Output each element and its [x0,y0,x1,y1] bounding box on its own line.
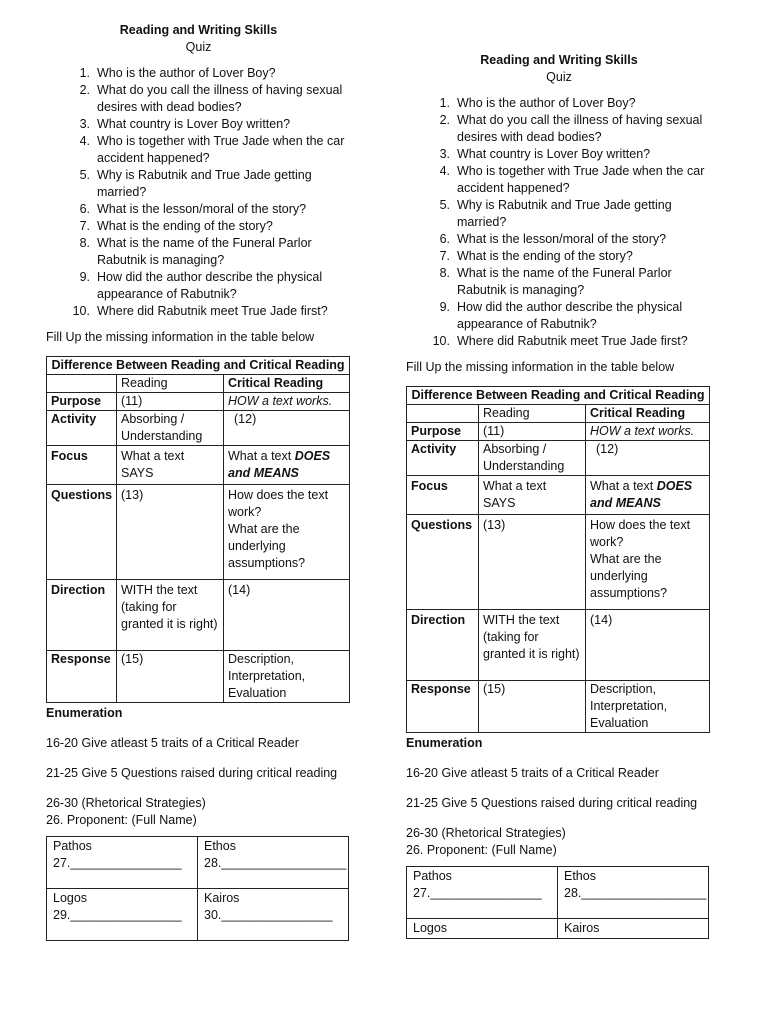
item-16-20: 16-20 Give atleast 5 traits of a Critical Reader [406,766,659,780]
difference-table [406,386,710,733]
quiz-page-left [46,22,351,941]
rhetoric-table [46,836,349,941]
row-label-response: Response [407,681,479,733]
col-header-reading: Reading [479,405,586,423]
item-26: 26. Proponent: (Full Name) [46,813,197,827]
question-item: 9. How did the author describe the physical appearance of Rabutnik? [79,270,323,301]
item-21-25: 21-25 Give 5 Questions raised during critical reading [406,796,698,810]
table-caption: Difference Between Reading and Critical Reading [407,387,710,405]
question-item: 6. What is the lesson/moral of the story? [79,202,307,216]
enumeration-heading: Enumeration [46,706,123,720]
cell-direction-critical: (14) [224,580,350,651]
quiz-title: Reading and Writing Skills [119,23,278,37]
row-label-activity: Activity [47,411,117,446]
cell-response-reading: (15) [479,681,586,733]
cell-purpose-reading: (11) [479,423,586,441]
row-label-direction: Direction [47,580,117,651]
cell-direction-reading: WITH the text (taking for granted it is right) [117,580,224,651]
row-label-purpose: Purpose [407,423,479,441]
cell-focus-critical: What a text DOES and MEANS [586,476,710,515]
col-header-reading: Reading [117,375,224,393]
question-item: 10. Where did Rabutnik meet True Jade first? [72,304,328,318]
question-item: 3. What country is Lover Boy written? [439,147,651,161]
row-label-questions: Questions [407,515,479,610]
row-label-response: Response [47,651,117,703]
question-item: 7. What is the ending of the story? [79,219,273,233]
col-header-critical: Critical Reading [224,375,350,393]
cell-response-critical: Description, Interpretation, Evaluation [586,681,710,733]
cell-purpose-reading: (11) [117,393,224,411]
question-item: 3. What country is Lover Boy written? [79,117,291,131]
cell-activity-reading: Absorbing / Understanding [117,411,224,446]
question-item: 2. What do you call the illness of having sexual desires with dead bodies? [439,113,703,144]
pathos-cell: Pathos 27.________________ [47,837,198,889]
cell-focus-reading: What a text SAYS [117,446,224,485]
logos-cell: Logos 29.________________ [47,889,198,941]
cell-questions-critical: How does the text work? What are the underlying assumptions? [224,485,350,580]
question-list [46,65,351,320]
item-21-25: 21-25 Give 5 Questions raised during critical reading [46,766,338,780]
question-item: 1. Who is the author of Lover Boy? [439,96,636,110]
question-item: 4. Who is together with True Jade when the car accident happened? [79,134,345,165]
cell-focus-critical: What a text DOES and MEANS [224,446,350,485]
logos-cell: Logos [407,919,558,939]
question-item: 6. What is the lesson/moral of the story? [439,232,667,246]
quiz-title: Reading and Writing Skills [480,53,638,67]
question-item: 5. Why is Rabutnik and True Jade getting married? [439,198,672,229]
question-item: 9. How did the author describe the physical appearance of Rabutnik? [439,300,683,331]
cell-purpose-critical: HOW a text works. [224,393,350,411]
question-item: 4. Who is together with True Jade when the car accident happened? [439,164,705,195]
cell-direction-reading: WITH the text (taking for granted it is right) [479,610,586,681]
question-item: 1. Who is the author of Lover Boy? [79,66,276,80]
item-26-30: 26-30 (Rhetorical Strategies) [406,826,566,840]
cell-activity-critical: (12) [224,411,350,446]
item-26-30: 26-30 (Rhetorical Strategies) [46,796,206,810]
question-item: 10. Where did Rabutnik meet True Jade first? [432,334,688,348]
quiz-subtitle: Quiz [185,40,212,54]
col-header-critical: Critical Reading [586,405,710,423]
table-instruction: Fill Up the missing information in the table below [406,360,675,374]
ethos-cell: Ethos 28.__________________ [558,867,709,919]
kairos-cell: Kairos [558,919,709,939]
cell-questions-critical: How does the text work? What are the underlying assumptions? [586,515,710,610]
question-item: 7. What is the ending of the story? [439,249,633,263]
cell-response-reading: (15) [117,651,224,703]
item-26: 26. Proponent: (Full Name) [406,843,557,857]
cell-response-critical: Description, Interpretation, Evaluation [224,651,350,703]
difference-table [46,356,350,703]
item-16-20: 16-20 Give atleast 5 traits of a Critical Reader [46,736,299,750]
cell-purpose-critical: HOW a text works. [586,423,710,441]
cell-activity-reading: Absorbing / Understanding [479,441,586,476]
rhetoric-table [406,866,709,939]
cell-questions-reading: (13) [479,515,586,610]
question-list [406,95,712,350]
quiz-page-right [406,52,712,939]
row-label-focus: Focus [407,476,479,515]
quiz-subtitle: Quiz [546,70,572,84]
cell-activity-critical: (12) [586,441,710,476]
cell-direction-critical: (14) [586,610,710,681]
enumeration-heading: Enumeration [406,736,483,750]
cell-questions-reading: (13) [117,485,224,580]
row-label-activity: Activity [407,441,479,476]
pathos-cell: Pathos 27.________________ [407,867,558,919]
table-caption: Difference Between Reading and Critical Reading [47,357,350,375]
question-item: 8. What is the name of the Funeral Parlor Rabutnik is managing? [439,266,672,297]
ethos-cell: Ethos 28.__________________ [198,837,349,889]
row-label-focus: Focus [47,446,117,485]
question-item: 2. What do you call the illness of having sexual desires with dead bodies? [79,83,343,114]
row-label-questions: Questions [47,485,117,580]
question-item: 8. What is the name of the Funeral Parlor Rabutnik is managing? [79,236,312,267]
row-label-direction: Direction [407,610,479,681]
table-instruction: Fill Up the missing information in the table below [46,330,315,344]
row-label-purpose: Purpose [47,393,117,411]
cell-focus-reading: What a text SAYS [479,476,586,515]
question-item: 5. Why is Rabutnik and True Jade getting married? [79,168,312,199]
kairos-cell: Kairos 30.________________ [198,889,349,941]
